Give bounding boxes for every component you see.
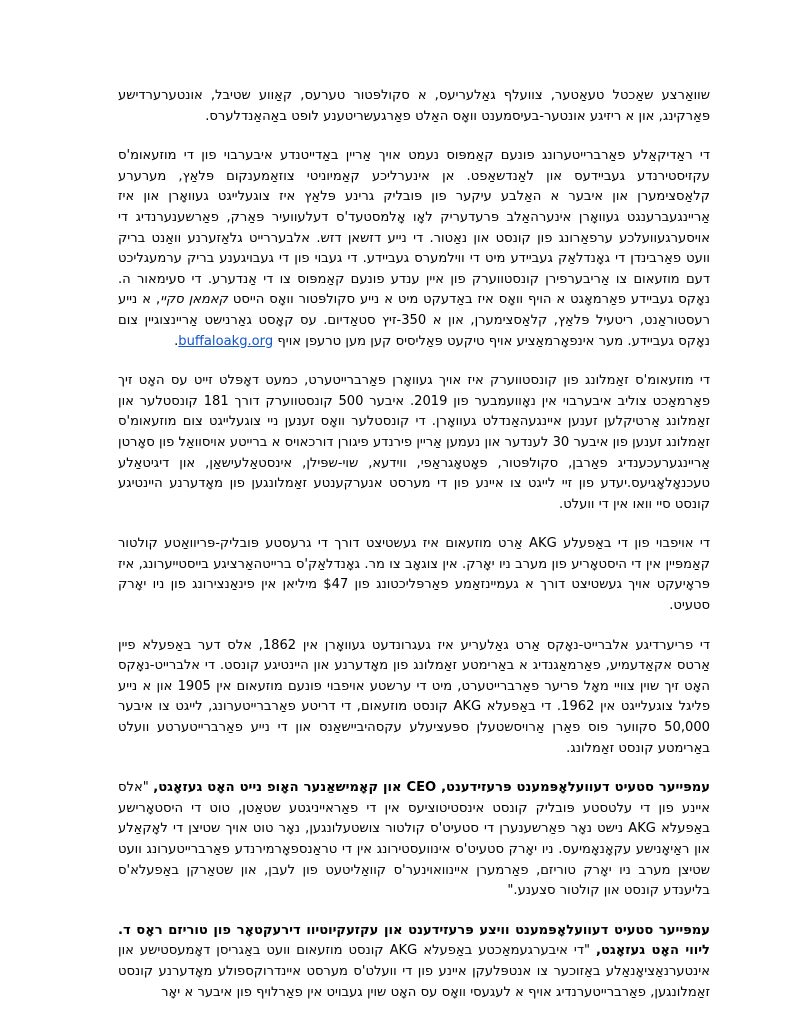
paragraph-2-text-after-italic: , א נייע רעסטוראַנט, ריטעיל פּלאַץ, קלאַסצימערן, און א 350-זיץ סטאַדיום. עס קאָסט גאַרנישט אַריינצוגיין צום נאָקס געביידע. מער אינפאָרמאַציע אויף טיקעט פּאַליסיס קען מען טרעפן אויף [118, 292, 710, 349]
paragraph-2-text-before-italic: די ראַדיקאַלע פאַרברייטערונג פונעם קאַמפּוס נעמט אויך אַריין באַדייטנדע איבערבוי פון די מוזעאומ'ס עקזיסטירנדע געביידעס און לאַנדשאַפט. אן אינערליכע קאַמיוניטי צוזאַמענקום פּלאַץ, מערערע קלאַסצימערן און איבער א האַלבע עיקער פון פּובליק גרינע פּלאַץ איז צוגעלייגט געוואָרן און איז אַריינגעברענגט געוואָרן אינערהאַלב פּרעדעריק לאָו אָלמסטעד'ס דעלעוועיר פּאַרק, פאַרשענערנדיג די אויסערגעוועלכע ערפאַרונג פון קונסט און נאַטור. די נייע דזשאן דזש. אלבעררייט גלאַזערנע וואַנט בריק וועט פאַרבינדן די גאָנדלאַק געביידע מיט די ווילמערס געביידע. די געבוי פון די געבויגענע בריק ערמעגליכט דעם מוזעאום צו אַריבערפירן קונסטווערק פון איין ענדע פונעם קאַמפּוס צו די אַנדערע. די סעימאור ה. נאָקס געביידע פאַרמאָגט א הויף וואָס איז באַדעקט מיט א נייע סקולפּטור וואָס הייסט [118, 148, 710, 308]
paragraph-7 [118, 921, 710, 1003]
paragraph-3: די מוזעאומ'ס זאַמלונג פון קונסטווערק איז אויך געוואָרן פאַרברייטערט, כמעט דאָפּלט זייט עס האָט זיך פאַרמאַכט צוליב איבערבוי אין נאָוועמבער פון 2019. איבער 500 קונסטווערק דורך 181 קונסטלער און זאַמלונג אַרטיקלען זענען איינגעהאַנדלט געוואָרן. די קונסטלער וואָס זענען ניי צוגעלייגט צום מוזעאומ'ס זאַמלונג זענען פון איבער 30 לענדער און נעמען אַריין פירנדע פיגורן דורכאויס א ברייטע אויסוואַל פון סאָרטן אַריינגערעכענדיג פאַרבן, סקולפּטור, פאָטאָגראַפי, ווידעא, שוי-שפּילן, אינסטאַלעישאַן, און דיגיטאַלע טעכנאָלאָגיעס.יעדע פון זיי לייגט צו איינע פון די מערסט אנערקענטע זאַמלונגען פון מאָדערנע היינטיגע קונסט סיי וואו אין די וועלט. [118, 373, 711, 512]
quote-body-1: "אלס איינע פון די עלטסטע פּובליק קונסט אינסטיטוציעס אין די פאַראייניגטע שטאַטן, טוט די היסטאָרישע באַפעלא AKG נישט נאָר פאַרשענערן די סטעיט'ס קולטור צושטעלונגען, נאָר טוט אויך שטיצן די לאָקאַלע און ראַיאָנישע עקאָנאָמיעס. ניו יאָרק סטעיט'ס אינוועסטירונג אין די טראַנספאָרמירנדע פאַרברייטערונג וועט שטיצן מערב ניו יאָרק טוריזם, פאַרמערן איינוואוינער'ס קוואַליטעט פון לעבן, און שטאַרקן באַפעלא'ס בליענדע קונסט און קולטור סצענע." [118, 780, 710, 899]
paragraph-5: די פריערדיגע אלברייט-נאָקס אַרט גאַלעריע איז געגרונדעט געוואָרן אין 1862, אלס דער באַפעלא פיין אַרטס אקאַדעמיע, פאַרמאַגנדיג א באַרימטע זאַמלונג פון מאָדערנע און היינטיגע קונסט. די אלברייט-נאָקס האָט זיך שוין צוויי מאָל פריער פאַרברייטערט, מיט די ערשטע אויפבוי פונעם מוזעאום אין 1905 און א נייע פליגל צוגעלייגט אין 1962. די באַפעלא AKG קונסט מוזעאום, די דריטע פאַרברייטערונג, לייגט צו איבער 50,000 סקווער פוס פאַרן אַרויסשטעלן ספּעציעלע עקסהיביישאַנס און די נייע פאַרברייטערטע וועלט באַרימטע קונסט זאַמלונג. [118, 637, 710, 756]
paragraph-2 [118, 146, 710, 352]
buffaloakg-link[interactable]: buffaloakg.org [178, 333, 274, 349]
document-body [118, 86, 710, 1003]
quote-attribution-lead-2: עמפּייער סטעיט דעוועלאָפּמענט וויצע פּרעזידענט און עקזעקיוטיוו דירעקטאָר פון טוריזם ראָס ד. ליווי האָט געזאָגט, [118, 922, 710, 959]
quote-body-2: "די איבערגעמאַכטע באַפעלא AKG קונסט מוזעאום וועט באַגריסן דאָמעסטישע און אינטערנאַציאָנאַלע באַזוכער צו אנטפּלעקן איינע פון די וועלט'ס מערסט איינדרוקספולע מאָדערנע קונסט זאַמלונגען, פאַרברייטערנדיג אויף א לעגעסי וואָס עס האָט שוין געבויט אין פאַרלויף פון איבער א יאָר [118, 943, 710, 1000]
paragraph-2-text-tail: . [174, 333, 179, 349]
paragraph-1: שוואַרצע שאַכטל טעאַטער, צוועלף גאַלעריעס, א סקולפּטור טערעס, קאַווע שטיבל, אונטערערדישע פּאַרקינג, און א ריזיגע אונטער-בעיסמענט וואָס האַלט פאַרגעשריטענע לופט באַהאַנדלערס. [118, 88, 710, 124]
paragraph-4: די אויפבוי פון די באַפעלע AKG אַרט מוזעאום איז געשטיצט דורך די גרעסטע פּובליק-פּריוואַטע קולטור קאַמפּיין אין די היסטאָריע פון מערב ניו יאָרק. אין צוגאָב צו מר. גאָנדלאַק'ס ברייטהאַרציגע בייסטייערונג, איז פּראָיעקט אויך געשטיצט דורך א געמיינזאַמע פאַרפּליכטונג פון $47 מיליאן אין פינאַנצירונג פון ניו יאָרק סטעיט. [118, 536, 710, 614]
quote-attribution-lead-1: עמפּייער סטעיט דעוועלאָפּמענט פּרעזידענט, CEO און קאָמישאַנער האָופ נייט האָט געזאָגט, [153, 780, 710, 796]
artwork-title-italic: קאמאן סקיי [160, 292, 228, 308]
paragraph-6 [118, 778, 710, 902]
